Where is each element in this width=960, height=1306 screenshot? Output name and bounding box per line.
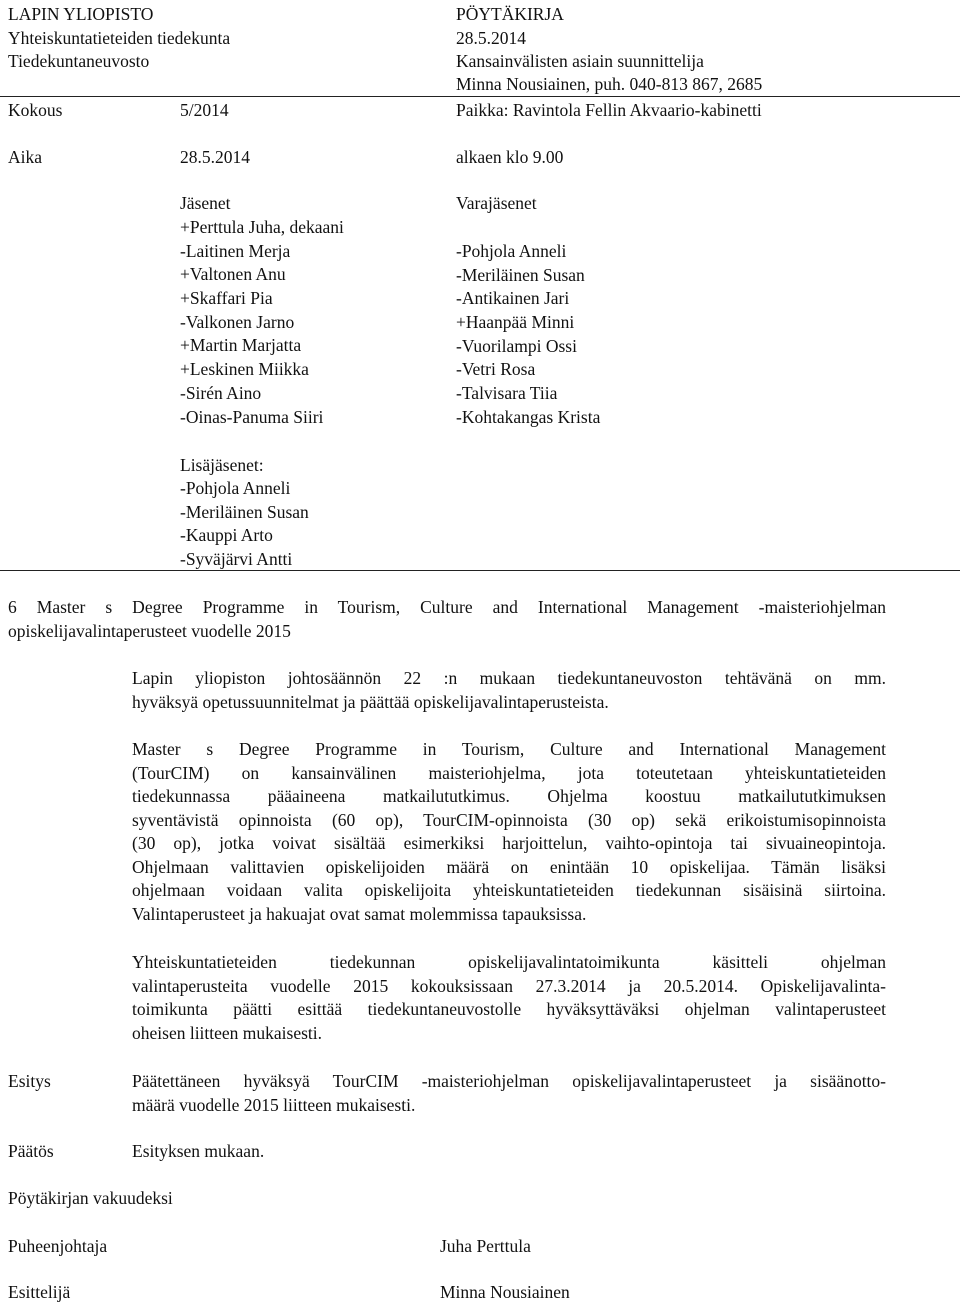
additional-members-list bbox=[180, 477, 309, 572]
deputy-item: -Antikainen Jari bbox=[456, 288, 570, 309]
deputy-item: +Haanpää Minni bbox=[456, 312, 575, 333]
presenter-label: Esittelijä bbox=[8, 1282, 71, 1302]
decision-text: Esityksen mukaan. bbox=[132, 1141, 265, 1161]
document-date: 28.5.2014 bbox=[456, 28, 526, 48]
additional-member-item: -Pohjola Anneli bbox=[180, 478, 291, 498]
paragraph-line: oheisen liitteen mukaisesti. bbox=[132, 1022, 323, 1043]
university-name: LAPIN YLIOPISTO bbox=[8, 4, 154, 24]
paragraph-line: ohjelmaan voidaan valita opiskelijoita yhteiskuntatieteiden tiedekunnan sisäisinä siirtoina. bbox=[132, 880, 886, 900]
member-item: +Perttula Juha, dekaani bbox=[180, 217, 344, 237]
planner-contact: Minna Nousiainen, puh. 040-813 867, 2685 bbox=[456, 74, 763, 94]
meeting-place: Paikka: Ravintola Fellin Akvaario-kabinetti bbox=[456, 100, 762, 120]
paragraph-line: syventävistä opinnoista (60 op), TourCIM-opinnoista (30 op) sekä erikoistumisopinnoista bbox=[132, 809, 886, 830]
paragraph-line: Yhteiskuntatieteiden tiedekunnan opiskelijavalintatoimikunta käsitteli ohjelman bbox=[132, 952, 886, 972]
paragraph-line: Ohjelmaan valittavien opiskelijoiden määrä on enintään 10 opiskelijaa. Tämän lisäksi bbox=[132, 856, 886, 877]
member-item: -Sirén Aino bbox=[180, 382, 262, 403]
proposal-text bbox=[132, 1070, 886, 1117]
planner-title: Kansainvälisten asiain suunnittelija bbox=[456, 51, 704, 71]
meeting-label: Kokous bbox=[8, 100, 63, 120]
document-type: PÖYTÄKIRJA bbox=[456, 4, 564, 24]
additional-member-item: -Syväjärvi Antti bbox=[180, 549, 293, 570]
council-name: Tiedekuntaneuvosto bbox=[8, 51, 150, 71]
members-heading: Jäsenet bbox=[180, 193, 231, 213]
deputy-item: -Kohtakangas Krista bbox=[456, 406, 601, 427]
paragraph-line: tiedekunnassa pääaineena matkailututkimus. Ohjelma koostuu matkailututkimuksen bbox=[132, 786, 886, 806]
additional-member-item: -Kauppi Arto bbox=[180, 525, 273, 546]
agenda-item-title bbox=[8, 596, 886, 643]
additional-member-item: -Meriläinen Susan bbox=[180, 501, 309, 522]
paragraph-legal-basis bbox=[132, 667, 886, 714]
member-item: -Valkonen Jarno bbox=[180, 311, 295, 332]
faculty-name: Yhteiskuntatieteiden tiedekunta bbox=[8, 28, 231, 48]
deputy-item: -Vetri Rosa bbox=[456, 359, 536, 380]
chair-name: Juha Perttula bbox=[440, 1236, 531, 1256]
paragraph-line: Master s Degree Programme in Tourism, Culture and International Management bbox=[132, 739, 886, 759]
deputies-heading: Varajäsenet bbox=[456, 193, 537, 213]
decision-label: Päätös bbox=[8, 1141, 54, 1161]
additional-members-heading: Lisäjäsenet: bbox=[180, 455, 264, 475]
paragraph-line: Päätettäneen hyväksyä TourCIM -maisteriohjelman opiskelijavalintaperusteet ja sisäänotto- bbox=[132, 1071, 886, 1091]
paragraph-line: Valintaperusteet ja hakuajat ovat samat molemmissa tapauksissa. bbox=[132, 903, 587, 924]
paragraph-committee bbox=[132, 951, 886, 1045]
member-item: +Valtonen Anu bbox=[180, 264, 286, 285]
paragraph-line: määrä vuodelle 2015 liitteen mukaisesti. bbox=[132, 1094, 416, 1115]
deputy-item: -Meriläinen Susan bbox=[456, 264, 585, 285]
paragraph-line: Lapin yliopiston johtosäännön 22 :n mukaan tiedekuntaneuvoston tehtävänä on mm. bbox=[132, 668, 886, 688]
paragraph-line: (TourCIM) on kansainvälinen maisteriohjelma, jota toteutetaan yhteiskuntatieteiden bbox=[132, 762, 886, 783]
deputy-item: -Pohjola Anneli bbox=[456, 241, 567, 261]
paragraph-line: (30 op), jotka voivat sisältää esimerkiksi harjoittelun, vaihto-opintoja tai sivuaineopintoja. bbox=[132, 833, 886, 853]
member-item: +Skaffari Pia bbox=[180, 288, 273, 309]
proposal-label: Esitys bbox=[8, 1071, 51, 1091]
member-item: -Laitinen Merja bbox=[180, 240, 291, 261]
paragraph-programme-description bbox=[132, 738, 886, 926]
chair-label: Puheenjohtaja bbox=[8, 1236, 108, 1256]
paragraph-line: hyväksyä opetussuunnitelmat ja päättää opiskelijavalintaperusteista. bbox=[132, 691, 609, 712]
paragraph-line: valintaperusteita vuodelle 2015 kokouksissaan 27.3.2014 ja 20.5.2014. Opiskelijavalinta- bbox=[132, 975, 886, 996]
title-line: 6 Master s Degree Programme in Tourism, Culture and International Management -maisteriohjelman bbox=[8, 597, 886, 617]
title-line: opiskelijavalintaperusteet vuodelle 2015 bbox=[8, 620, 291, 641]
time-label: Aika bbox=[8, 147, 43, 167]
meeting-start-time: alkaen klo 9.00 bbox=[456, 147, 564, 167]
presenter-name: Minna Nousiainen bbox=[440, 1282, 570, 1302]
members-list bbox=[180, 216, 344, 429]
paragraph-line: toimikunta päätti esittää tiedekuntaneuvostolle hyväksyttäväksi ohjelman valintaperusteet bbox=[132, 999, 886, 1019]
header-divider bbox=[0, 96, 960, 97]
members-divider bbox=[0, 570, 960, 571]
signatures-heading: Pöytäkirjan vakuudeksi bbox=[8, 1188, 173, 1208]
member-item: +Martin Marjatta bbox=[180, 335, 302, 356]
deputy-item: -Talvisara Tiia bbox=[456, 383, 558, 404]
meeting-date: 28.5.2014 bbox=[180, 147, 250, 167]
meeting-number: 5/2014 bbox=[180, 100, 229, 120]
deputies-list bbox=[456, 240, 600, 430]
deputy-item: -Vuorilampi Ossi bbox=[456, 335, 577, 356]
member-item: -Oinas-Panuma Siiri bbox=[180, 406, 324, 427]
member-item: +Leskinen Miikka bbox=[180, 359, 309, 380]
